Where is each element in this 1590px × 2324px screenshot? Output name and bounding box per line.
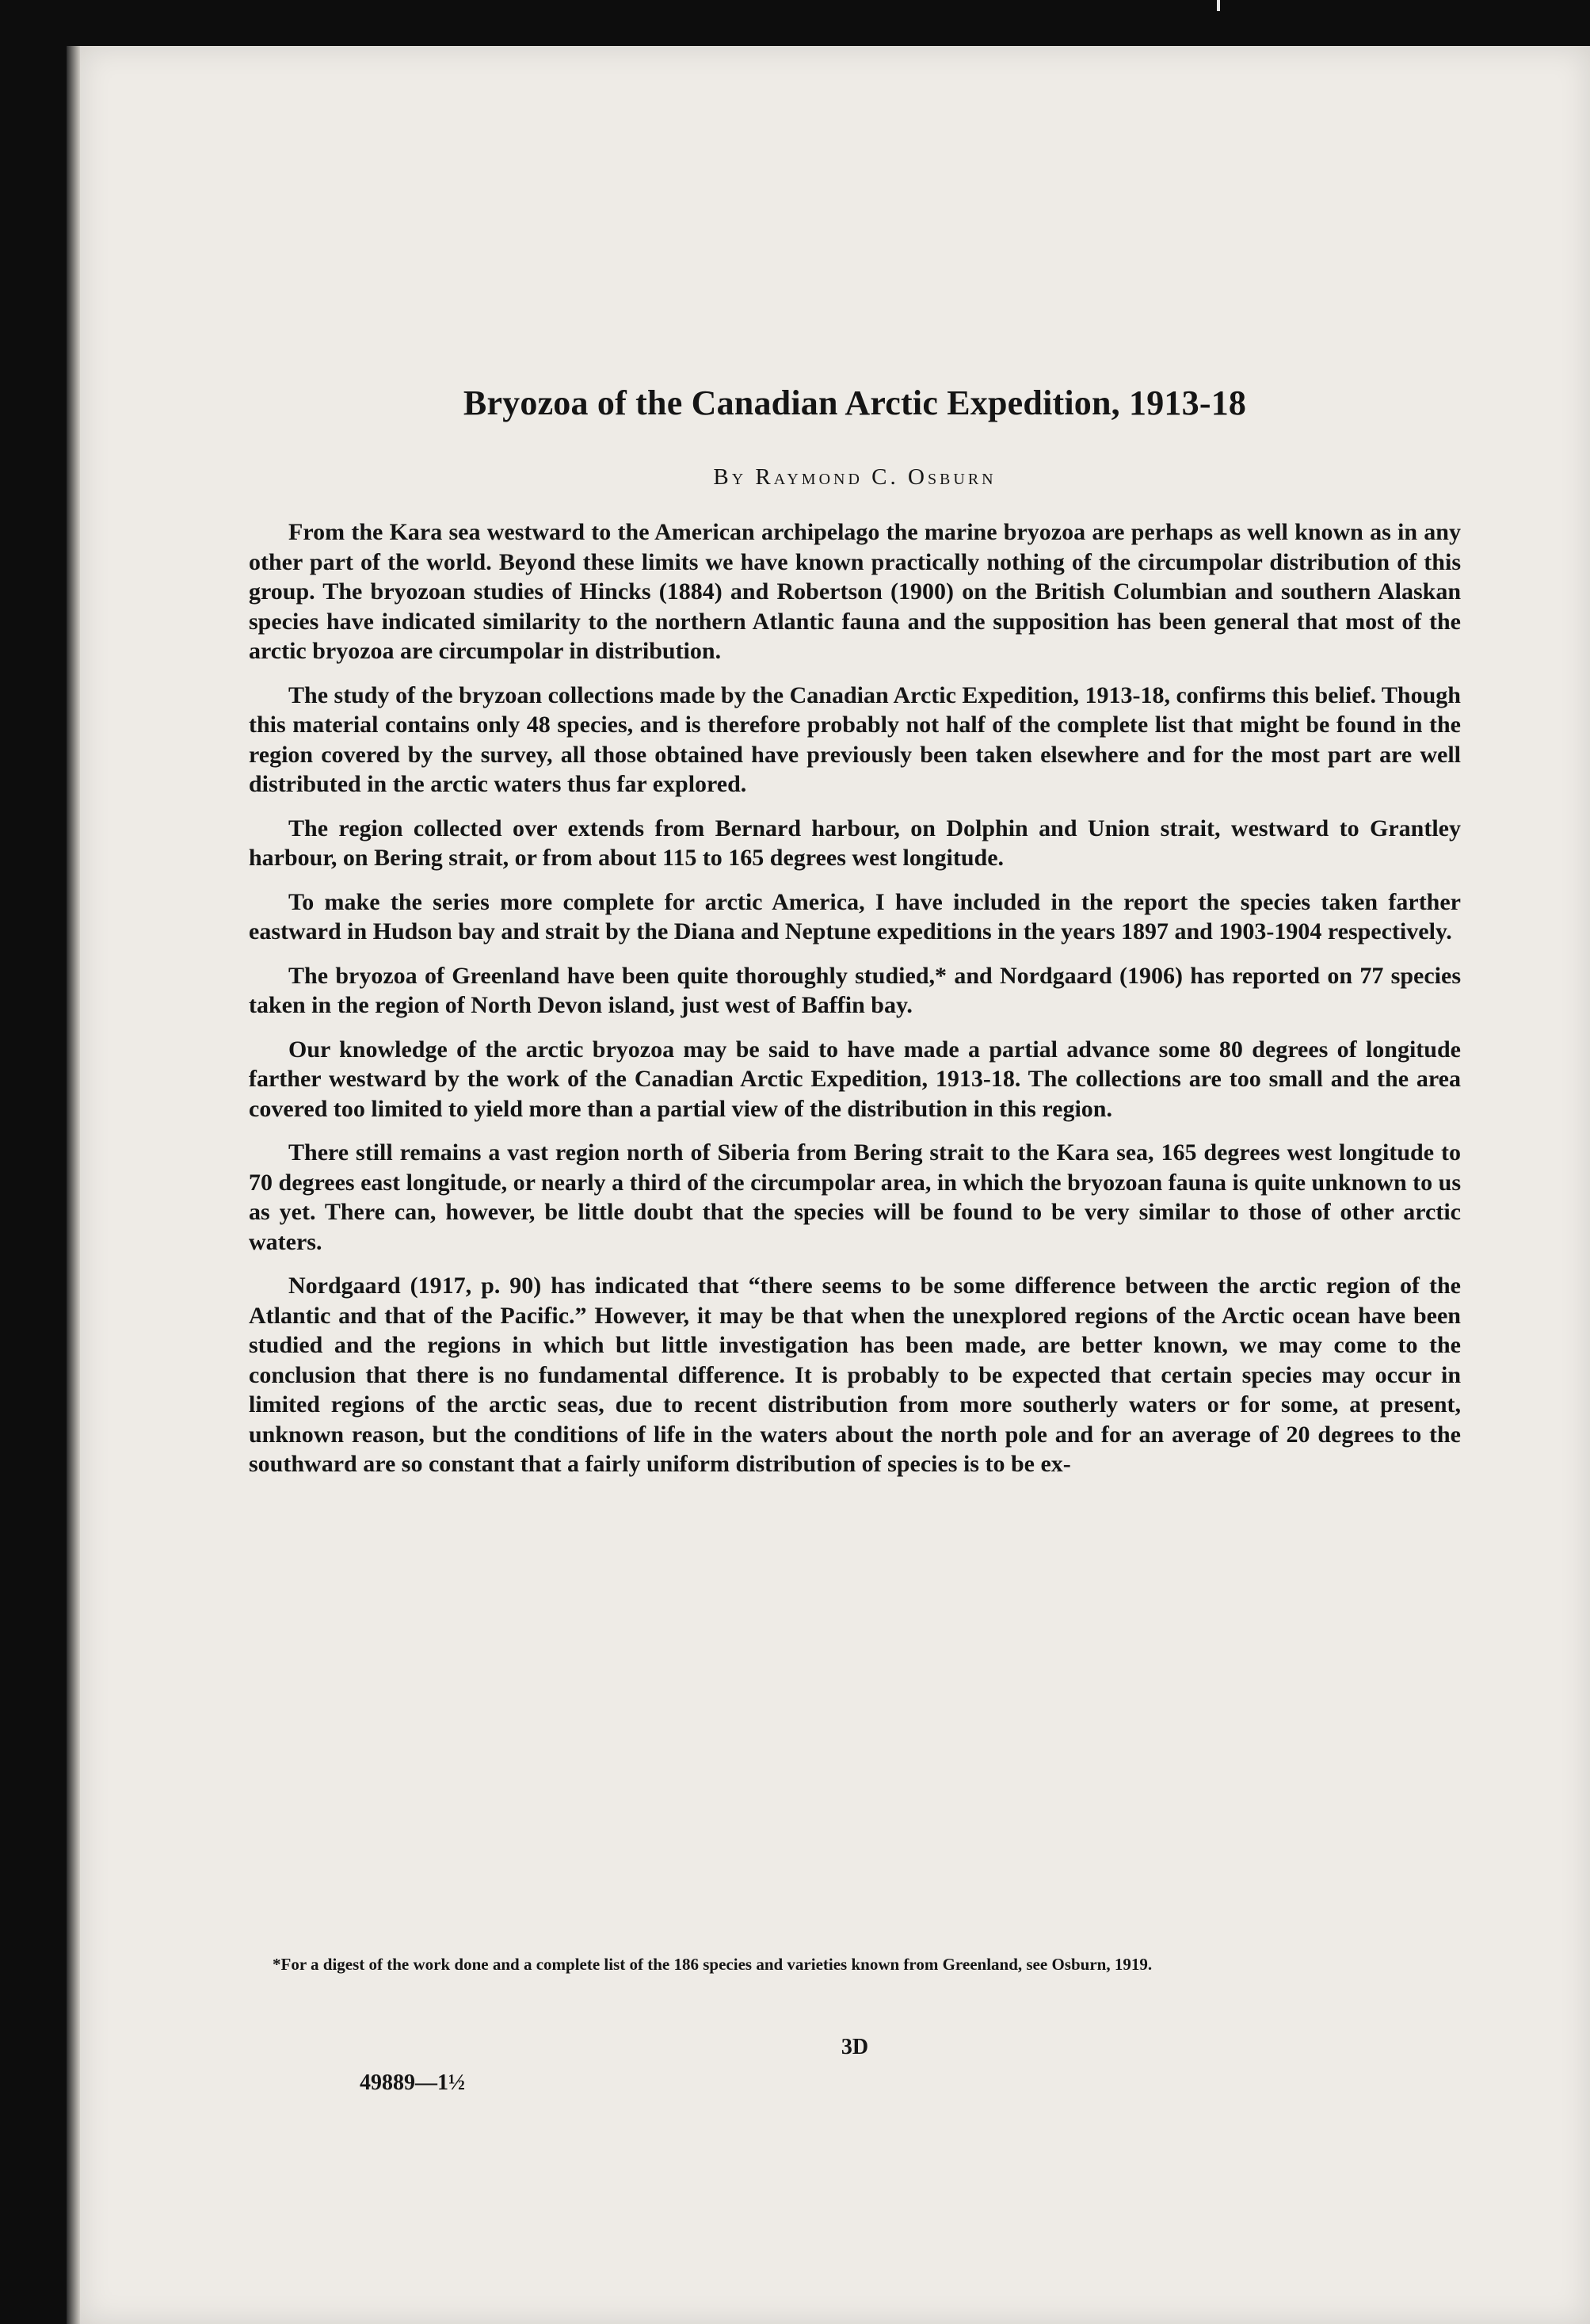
paragraph: The region collected over extends from Bernard harbour, on Dolphin and Union strait, westward to Grantley harbour, on Bering strait, or from about 115 to 165 degrees west longitude. [249, 815, 1461, 871]
article-body [249, 517, 1461, 1494]
author-byline: By Raymond C. Osburn [713, 464, 997, 490]
page-number: 3D [841, 2035, 869, 2059]
paragraph: There still remains a vast region north of Siberia from Bering strait to the Kara sea, 165 degrees west longitude to 70 degrees east longitude, or nearly a third of the circumpolar area, in which the bryozoan fauna is quite unknown to us as yet. There can, however, be little doubt that the species will be found to be very similar to those of other arctic waters. [249, 1139, 1461, 1255]
paragraph: To make the series more complete for arctic America, I have included in the report the species taken farther eastward in Hudson bay and strait by the Diana and Neptune expeditions in the years 1897 and 1903-1904 respectively. [249, 888, 1461, 944]
paragraph: From the Kara sea westward to the American archipelago the marine bryozoa are perhaps as well known as in any other part of the world. Beyond these limits we have known practically nothing of the circumpolar distribution of this group. The bryozoan studies of Hincks (1884) and Robertson (1900) on the British Columbian and southern Alaskan species have indicated similarity to the northern Atlantic fauna and the supposition has been general that most of the arctic bryozoa are circumpolar in distribution. [249, 519, 1461, 664]
paragraph: Our knowledge of the arctic bryozoa may be said to have made a partial advance some 80 degrees of longitude farther westward by the work of the Canadian Arctic Expedition, 1913-18. The collections are too small and the area covered too limited to yield more than a partial view of the distribution in this region. [249, 1036, 1461, 1122]
scan-artifact-mark [1217, 0, 1220, 11]
printer-signature-code: 49889—1½ [360, 2070, 465, 2095]
document-page [80, 46, 1590, 2324]
article-title: Bryozoa of the Canadian Arctic Expedition, 1913-18 [463, 384, 1247, 422]
paragraph: The study of the bryzoan collections made by the Canadian Arctic Expedition, 1913-18, confirms this belief. Though this material contains only 48 species, and is therefore probably not half of the complete list that might be found in the region covered by the survey, all those obtained have previously been taken elsewhere and for the most part are well distributed in the arctic waters thus far explored. [249, 681, 1461, 797]
page-edge [67, 46, 80, 2324]
footnote: *For a digest of the work done and a complete list of the 186 species and varieties known from Greenland, see Osburn, 1919. [273, 1955, 1153, 1974]
paragraph: Nordgaard (1917, p. 90) has indicated that “there seems to be some difference between the arctic region of the Atlantic and that of the Pacific.” However, it may be that when the unexplored regions of the Arctic ocean have been studied and the regions in which but little investigation has been made, are better known, we may come to the conclusion that there is no fundamental difference. It is probably to be expected that certain species may occur in limited regions of the arctic seas, due to recent distribution from more southerly waters or for some, at present, unknown reason, but the conditions of life in the waters about the north pole and for an average of 20 degrees to the southward are so constant that a fairly uniform distribution of species is to be ex- [249, 1273, 1461, 1477]
paragraph: The bryozoa of Greenland have been quite thoroughly studied,* and Nordgaard (1906) has reported on 77 species taken in the region of North Devon island, just west of Baffin bay. [249, 962, 1461, 1018]
